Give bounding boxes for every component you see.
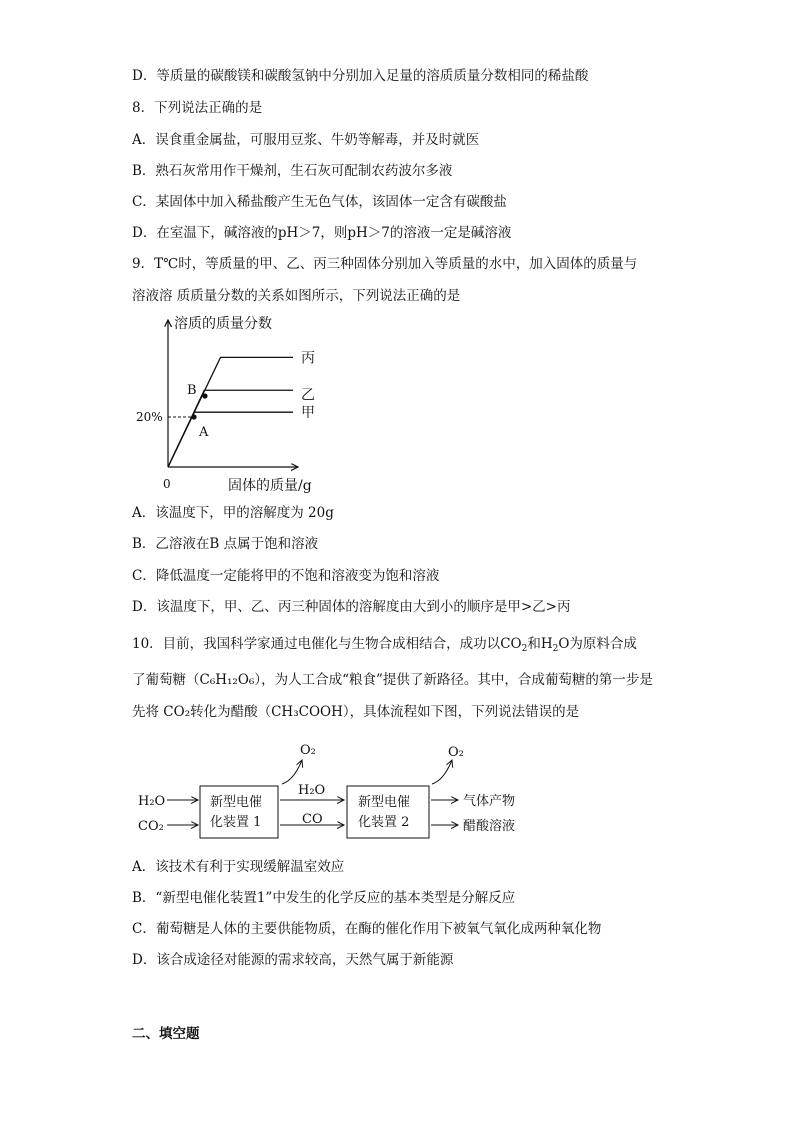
o2-out-arrow-2	[432, 760, 452, 784]
q8-option-c: C．某固体中加入稀盐酸产生无色气体，该固体一定含有碳酸盐	[132, 194, 507, 210]
q10-flow-diagram	[132, 736, 552, 846]
q10-stem-line1	[132, 634, 637, 659]
q10-option-d: D．该合成途径对能源的需求较高，天然气属于新能源	[132, 952, 454, 968]
series-label-2: 乙	[301, 387, 315, 404]
input-co2-label: CO₂	[138, 819, 164, 834]
gas-product-label: 气体产物	[463, 794, 516, 809]
mid-h2o-label: H₂O	[298, 783, 326, 798]
q9-stem-line2: 溶液溶 质质量分数的关系如图所示，下列说法正确的是	[132, 288, 461, 304]
o2-label-2: O₂	[448, 745, 464, 760]
q10-stem-part2: 为原料合成	[569, 636, 637, 652]
acetic-acid-label: 醋酸溶液	[463, 819, 516, 834]
q9-option-d: D．该温度下，甲、乙、丙三种固体的溶解度由大到小的顺序是甲>乙>丙	[132, 599, 571, 615]
device-1-line1: 新型电催	[210, 795, 263, 810]
q10-and: 和	[527, 636, 541, 652]
device-2-line2: 化装置 2	[358, 815, 410, 830]
series-3	[168, 405, 315, 467]
input-h2o-label: H₂O	[138, 794, 166, 809]
q10-option-a: A．该技术有利于实现缓解温室效应	[132, 859, 345, 875]
device-1-box	[200, 786, 278, 838]
q9-option-c: C．降低温度一定能将甲的不饱和溶液变为饱和溶液	[132, 568, 440, 584]
section-title: 二、填空题	[132, 1026, 200, 1042]
q10-stem-line3: 先将 CO₂转化为醋酸（CH₃COOH），具体流程如下图，下列说法错误的是	[132, 704, 580, 720]
q10-stem-line2: 了葡萄糖（C₆H₁₂O₆），为人工合成“粮食”提供了新路径。其中，合成葡萄糖的第一步是	[132, 672, 653, 688]
series-layer	[168, 350, 315, 467]
q8-option-b: B．熟石灰常用作干燥剂，生石灰可配制农药波尔多液	[132, 163, 453, 179]
point-b	[202, 393, 207, 398]
q9-stem-line1: 9．T℃时，等质量的甲、乙、丙三种固体分别加入等质量的水中，加入固体的质量与	[132, 256, 638, 272]
q10-option-c: C．葡萄糖是人体的主要供能物质，在酶的催化作用下被氧气氧化成两种氧化物	[132, 921, 602, 937]
point-a-label: A	[199, 425, 209, 440]
q9-option-b: B．乙溶液在B 点属于饱和溶液	[132, 536, 319, 552]
q9-option-a: A．该温度下，甲的溶解度为 20g	[132, 505, 334, 521]
q10-option-b: B．“新型电催化装置1”中发生的化学反应的基本类型是分解反应	[132, 890, 516, 906]
q10-co2-formula: $CO_2$	[500, 636, 528, 654]
y-axis-label: 溶质的质量分数	[174, 316, 272, 332]
series-line-3	[168, 412, 293, 467]
point-a	[191, 414, 196, 419]
device-2-box	[347, 786, 429, 838]
q10-h2o-formula: $H_2O$	[540, 636, 570, 654]
q10-stem-part1: 10．目前，我国科学家通过电催化与生物合成相结合，成功以	[132, 636, 501, 652]
origin-label: 0	[163, 477, 171, 491]
series-label-3: 甲	[301, 405, 315, 422]
series-1	[168, 350, 315, 467]
q8-option-a: A．误食重金属盐，可服用豆浆、牛奶等解毒，并及时就医	[132, 132, 480, 148]
mid-co-label: CO	[302, 812, 323, 827]
q7-option-d: D．等质量的碳酸镁和碳酸氢钠中分别加入足量的溶质质量分数相同的稀盐酸	[132, 68, 589, 84]
x-axis-label: 固体的质量/g	[228, 478, 312, 494]
series-2	[168, 387, 315, 467]
q8-option-d: D．在室温下，碱溶液的pH＞7，则pH＞7的溶液一定是碱溶液	[132, 225, 512, 241]
series-label-1: 丙	[301, 350, 315, 367]
o2-label-1: O₂	[300, 743, 316, 758]
point-b-label: B	[187, 383, 197, 398]
device-2-line1: 新型电催	[358, 795, 411, 810]
o2-out-arrow-1	[282, 760, 302, 784]
q8-stem: 8．下列说法正确的是	[132, 100, 263, 116]
y-tick-20: 20%	[136, 410, 163, 424]
q9-chart	[128, 310, 448, 500]
device-1-line2: 化装置 1	[210, 815, 262, 830]
